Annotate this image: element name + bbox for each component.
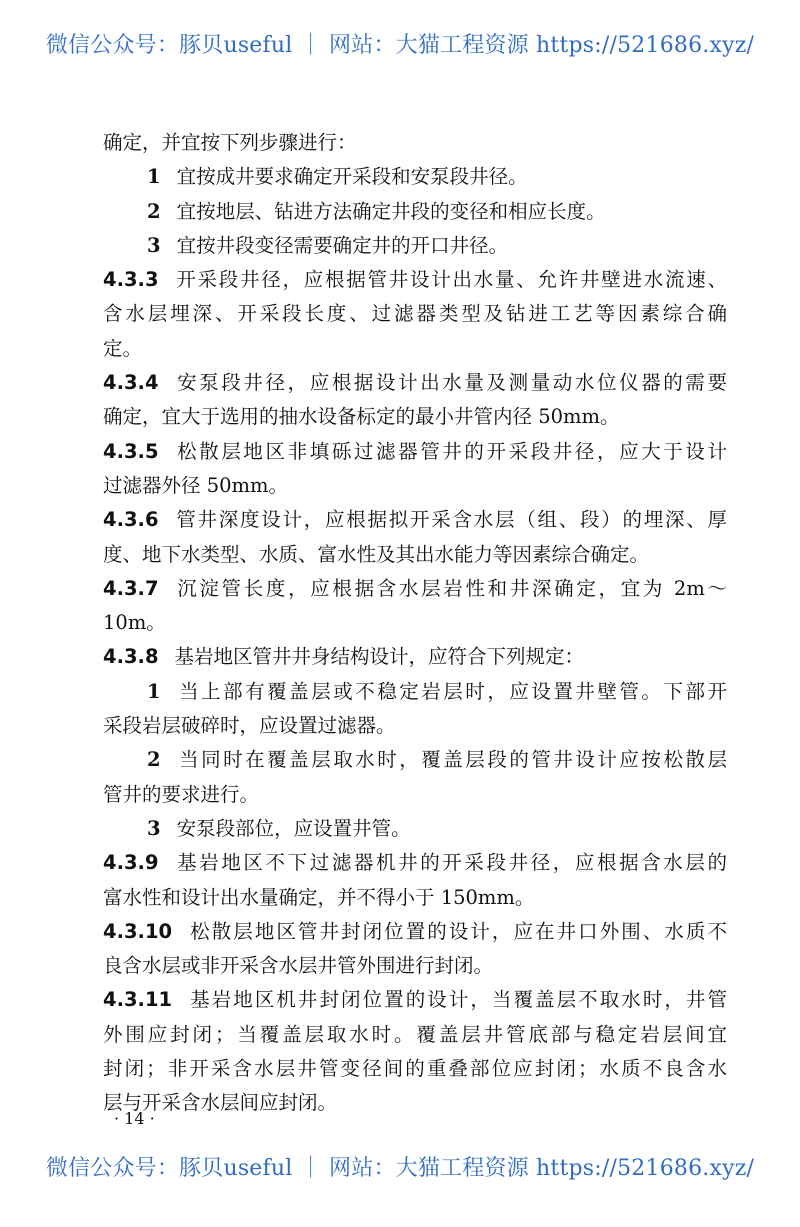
line-text: 确定，并宜按下列步骤进行： xyxy=(103,131,357,154)
item-text: 当上部有覆盖层或不稳定岩层时，应设置井壁管。下部开 xyxy=(176,679,727,703)
text-line xyxy=(103,709,727,743)
text-line xyxy=(103,469,727,503)
clause-text: 基岩地区不下过滤器机井的开采段井径，应根据含水层的 xyxy=(174,851,727,875)
item-text: 宜按地层、钻进方法确定井段的变径和相应长度。 xyxy=(176,199,606,223)
item-text: 宜按井段变径需要确定井的开口井径。 xyxy=(176,233,509,257)
line-text: 良含水层或非开采含水层井管外围进行封闭。 xyxy=(103,954,494,978)
line-text: 10m。 xyxy=(103,611,166,635)
clause-number: 4.3.8 xyxy=(103,645,159,669)
text-line xyxy=(103,538,727,572)
line-text: 管井的要求进行。 xyxy=(103,782,260,806)
text-line xyxy=(103,1018,727,1052)
list-item xyxy=(103,743,727,777)
text-line xyxy=(103,400,727,434)
line-text: 度、地下水类型、水质、富水性及其出水能力等因素综合确定。 xyxy=(103,542,650,566)
line-text: 确定，宜大于选用的抽水设备标定的最小井管内径 50mm。 xyxy=(103,405,620,429)
clause-number: 4.3.7 xyxy=(103,576,159,600)
clause-line xyxy=(103,640,727,674)
text-line xyxy=(103,949,727,983)
line-text: 过滤器外径 50mm。 xyxy=(103,473,288,497)
document-body xyxy=(103,126,727,1121)
page-number: · 14 · xyxy=(114,1109,155,1128)
clause-text: 基岩地区机井封闭位置的设计，当覆盖层不取水时，井管 xyxy=(188,988,727,1012)
clause-number: 4.3.10 xyxy=(103,919,173,943)
list-item xyxy=(103,160,727,194)
item-number: 1 xyxy=(147,165,161,189)
clause-line xyxy=(103,263,727,297)
text-line xyxy=(103,1086,727,1120)
line-text: 富水性和设计出水量确定，并不得小于 150mm。 xyxy=(103,885,535,909)
clause-text: 管井深度设计，应根据拟开采含水层（组、段）的埋深、厚 xyxy=(174,508,727,532)
clause-line xyxy=(103,846,727,880)
list-item xyxy=(103,675,727,709)
clause-text: 安泵段井径，应根据设计出水量及测量动水位仪器的需要 xyxy=(174,371,727,395)
item-number: 2 xyxy=(147,748,161,772)
item-text: 安泵段部位，应设置井管。 xyxy=(176,816,411,840)
clause-text: 松散层地区管井封闭位置的设计，应在井口外围、水质不 xyxy=(188,919,727,943)
line-text: 层与开采含水层间应封闭。 xyxy=(103,1091,338,1115)
clause-text: 松散层地区非填砾过滤器管井的开采段井径，应大于设计 xyxy=(174,439,727,463)
list-item xyxy=(103,812,727,846)
watermark-bottom: 微信公众号：豚贝useful ｜ 网站：大猫工程资源 https://521686.xyz/ xyxy=(45,1156,755,1181)
item-number: 3 xyxy=(147,233,161,257)
clause-line xyxy=(103,983,727,1017)
clause-number: 4.3.6 xyxy=(103,508,159,532)
list-item xyxy=(103,229,727,263)
clause-line xyxy=(103,572,727,606)
line-text: 定。 xyxy=(103,336,143,360)
clause-number: 4.3.4 xyxy=(103,371,159,395)
clause-number: 4.3.9 xyxy=(103,851,159,875)
list-item xyxy=(103,195,727,229)
clause-number: 4.3.3 xyxy=(103,268,159,292)
line-text: 含水层埋深、开采段长度、过滤器类型及钻进工艺等因素综合确 xyxy=(103,302,727,326)
text-line xyxy=(103,126,727,160)
text-line xyxy=(103,881,727,915)
item-text: 宜按成井要求确定开采段和安泵段井径。 xyxy=(176,165,528,189)
clause-line xyxy=(103,435,727,469)
item-number: 1 xyxy=(147,679,161,703)
watermark-top: 微信公众号：豚贝useful ｜ 网站：大猫工程资源 https://521686.xyz/ xyxy=(45,33,755,58)
line-text: 采段岩层破碎时，应设置过滤器。 xyxy=(103,714,396,738)
clause-line xyxy=(103,915,727,949)
item-text: 当同时在覆盖层取水时，覆盖层段的管井设计应按松散层 xyxy=(176,748,727,772)
clause-line xyxy=(103,366,727,400)
line-text: 外围应封闭；当覆盖层取水时。覆盖层井管底部与稳定岩层间宜 xyxy=(103,1022,727,1046)
text-line xyxy=(103,297,727,331)
clause-number: 4.3.5 xyxy=(103,439,159,463)
text-line xyxy=(103,778,727,812)
clause-line xyxy=(103,503,727,537)
item-number: 3 xyxy=(147,816,161,840)
clause-text: 基岩地区管井井身结构设计，应符合下列规定： xyxy=(174,645,585,669)
clause-number: 4.3.11 xyxy=(103,988,173,1012)
clause-text: 开采段井径，应根据管井设计出水量、允许井壁进水流速、 xyxy=(174,268,727,292)
line-text: 封闭；非开采含水层井管变径间的重叠部位应封闭；水质不良含水 xyxy=(103,1057,727,1081)
item-number: 2 xyxy=(147,199,161,223)
text-line xyxy=(103,332,727,366)
text-line xyxy=(103,1052,727,1086)
clause-text: 沉淀管长度，应根据含水层岩性和井深确定，宜为 2m～ xyxy=(174,576,727,600)
text-line xyxy=(103,606,727,640)
